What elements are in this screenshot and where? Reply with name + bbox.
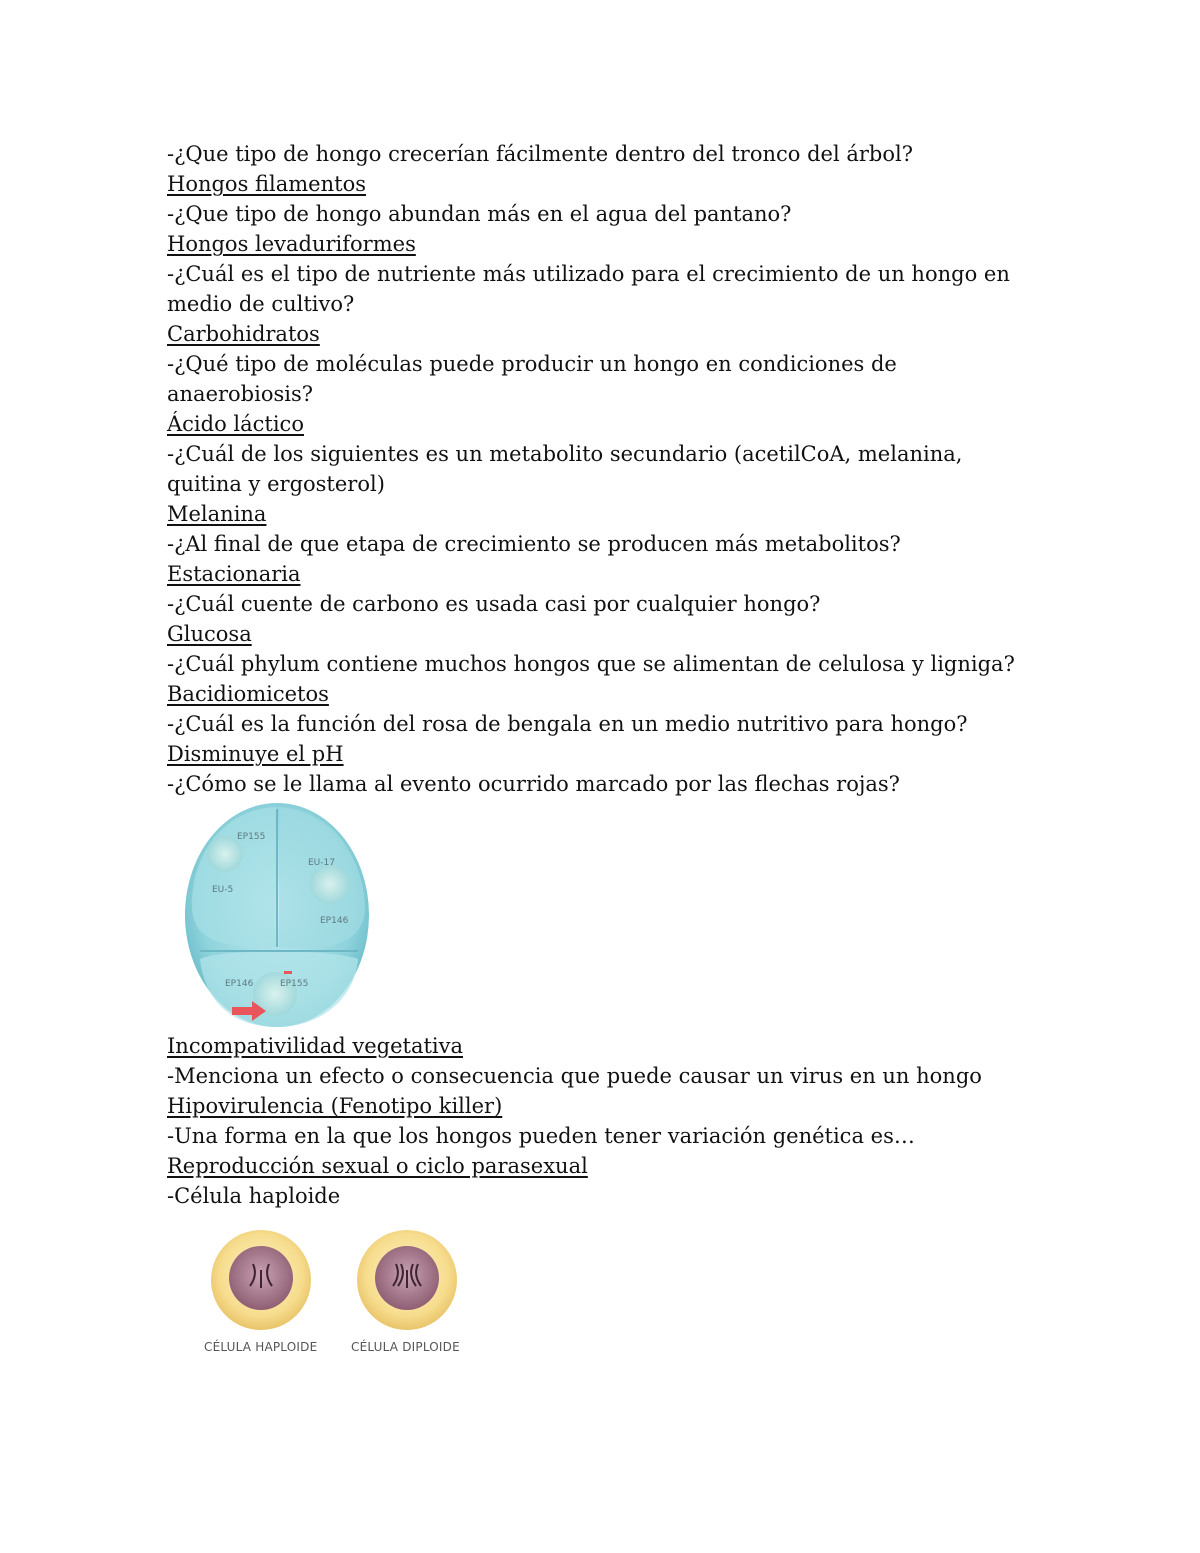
question-5-cont: quitina y ergosterol)	[167, 472, 385, 496]
label-eu17: EU-17	[308, 858, 335, 868]
question-13: -Célula haploide	[167, 1184, 341, 1208]
question-9: -¿Cuál es la función del rosa de bengala en un medio nutritivo para hongo?	[167, 712, 968, 736]
question-4: -¿Qué tipo de moléculas puede producir un hongo en condiciones de	[167, 352, 897, 376]
red-arrow-small	[284, 971, 292, 974]
question-11: -Menciona un efecto o consecuencia que puede causar un virus en un hongo	[167, 1064, 982, 1088]
answer-3: Carbohidratos	[167, 322, 320, 346]
answer-1: Hongos filamentos	[167, 172, 366, 196]
question-3-cont: medio de cultivo?	[167, 292, 355, 316]
caption-haploid: CÉLULA HAPLOIDE	[204, 1340, 318, 1354]
caption-diploid: CÉLULA DIPLOIDE	[351, 1340, 460, 1354]
question-1: -¿Que tipo de hongo crecerían fácilmente dentro del tronco del árbol?	[167, 142, 913, 166]
answer-12: Reproducción sexual o ciclo parasexual	[167, 1154, 588, 1178]
answer-4: Ácido láctico	[167, 412, 304, 436]
cell-diagram-image	[198, 1230, 478, 1365]
label-eu5: EU-5	[212, 885, 234, 895]
question-6: -¿Al final de que etapa de crecimiento se producen más metabolitos?	[167, 532, 901, 556]
answer-11: Hipovirulencia (Fenotipo killer)	[167, 1094, 503, 1118]
question-4-cont: anaerobiosis?	[167, 382, 314, 406]
label-ep155-bottom: EP155	[280, 979, 309, 989]
lower-question-list	[167, 1031, 1047, 1211]
question-10: -¿Cómo se le llama al evento ocurrido marcado por las flechas rojas?	[167, 772, 900, 796]
answer-7: Glucosa	[167, 622, 252, 646]
answer-10: Incompativilidad vegetativa	[167, 1034, 464, 1058]
answer-6: Estacionaria	[167, 562, 301, 586]
question-7: -¿Cuál cuente de carbono es usada casi por cualquier hongo?	[167, 592, 821, 616]
question-list	[167, 139, 1047, 799]
answer-5: Melanina	[167, 502, 267, 526]
answer-2: Hongos levaduriformes	[167, 232, 416, 256]
answer-9: Disminuye el pH	[167, 742, 344, 766]
question-2: -¿Que tipo de hongo abundan más en el agua del pantano?	[167, 202, 792, 226]
label-ep146-right: EP146	[320, 916, 349, 926]
label-ep146-bottom: EP146	[225, 979, 254, 989]
question-5: -¿Cuál de los siguientes es un metabolito secundario (acetilCoA, melanina,	[167, 442, 963, 466]
answer-8: Bacidiomicetos	[167, 682, 329, 706]
colony-left	[192, 807, 277, 947]
question-12: -Una forma en la que los hongos pueden tener variación genética es…	[167, 1124, 915, 1148]
label-ep155-top: EP155	[237, 832, 266, 842]
question-3: -¿Cuál es el tipo de nutriente más utilizado para el crecimiento de un hongo en	[167, 262, 1010, 286]
petri-plate-image	[180, 799, 374, 1031]
question-8: -¿Cuál phylum contiene muchos hongos que se alimentan de celulosa y ligniga?	[167, 652, 1015, 676]
